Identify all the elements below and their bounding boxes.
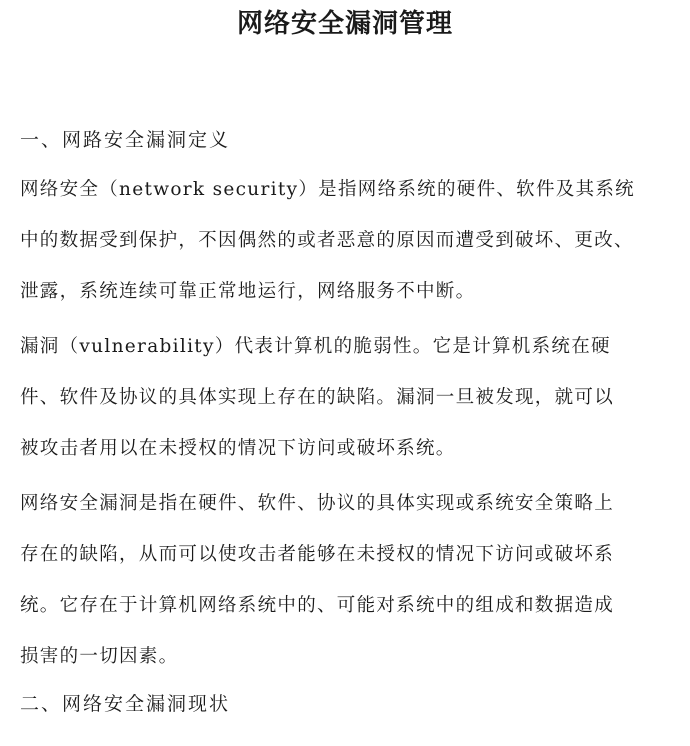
paragraph-line: 中的数据受到保护，不因偶然的或者恶意的原因而遭受到破坏、更改、: [20, 230, 634, 251]
paragraph-line: 漏洞（vulnerability）代表计算机的脆弱性。它是计算机系统在硬: [20, 336, 611, 357]
paragraph-network-security: [20, 164, 675, 317]
paragraph-vulnerability: [20, 321, 675, 474]
section-heading-definition: 一、网路安全漏洞定义: [20, 129, 231, 151]
paragraph-line: 存在的缺陷，从而可以使攻击者能够在未授权的情况下访问或破坏系: [20, 544, 615, 565]
paragraph-line: 网络安全（network security）是指网络系统的硬件、软件及其系统: [20, 179, 635, 200]
paragraph-network-vulnerability: [20, 478, 675, 682]
paragraph-line: 被攻击者用以在未授权的情况下访问或破坏系统。: [20, 438, 456, 459]
paragraph-line: 损害的一切因素。: [20, 646, 179, 667]
section-heading-status: 二、网络安全漏洞现状: [20, 693, 231, 715]
paragraph-line: 泄露，系统连续可靠正常地运行，网络服务不中断。: [20, 281, 476, 302]
document-title: 网络安全漏洞管理: [236, 9, 453, 39]
paragraph-line: 统。它存在于计算机网络系统中的、可能对系统中的组成和数据造成: [20, 595, 615, 616]
paragraph-line: 网络安全漏洞是指在硬件、软件、协议的具体实现或系统安全策略上: [20, 493, 615, 514]
paragraph-line: 件、软件及协议的具体实现上存在的缺陷。漏洞一旦被发现，就可以: [20, 387, 615, 408]
